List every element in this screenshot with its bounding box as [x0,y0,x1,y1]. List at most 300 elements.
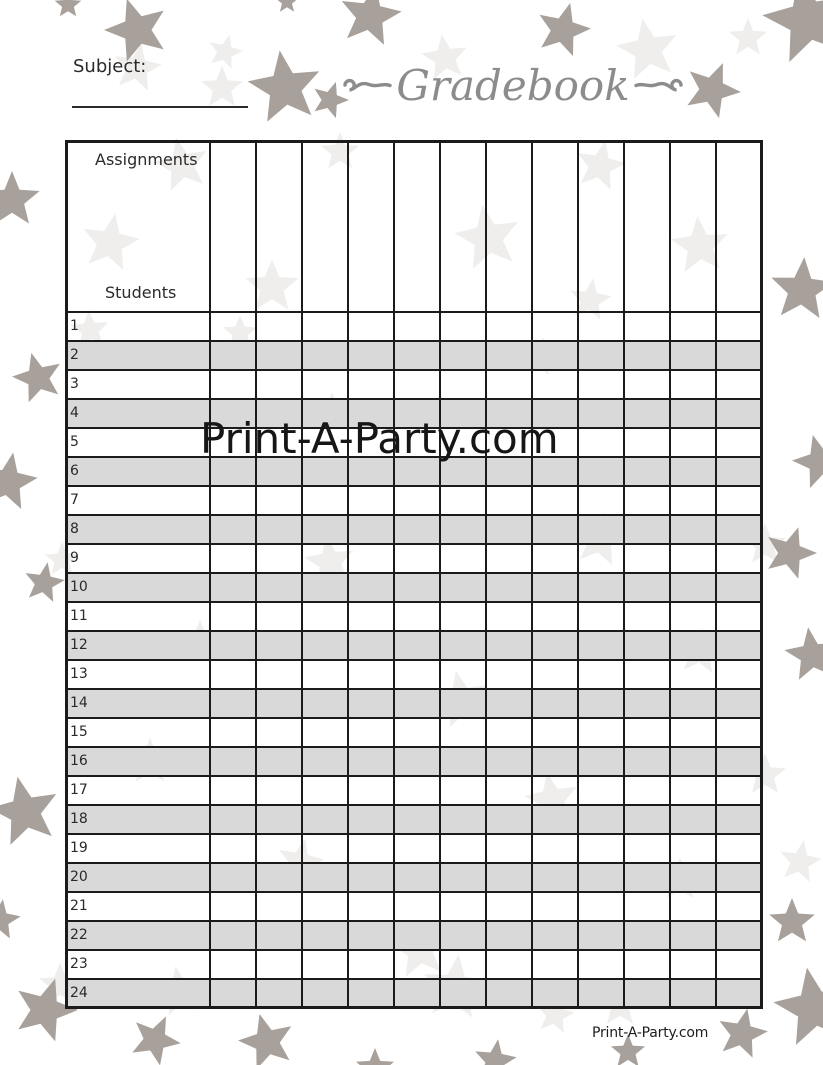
grade-cell [302,863,348,892]
star-icon [12,353,60,402]
grade-cell [210,312,256,341]
grade-cell [624,573,670,602]
grade-cell [670,631,716,660]
star-icon [201,66,243,106]
grade-cell [532,921,578,950]
grade-cell [716,776,762,805]
grade-cell [578,486,624,515]
grade-cell [210,544,256,573]
grade-cell [624,776,670,805]
row-number-cell [67,689,210,718]
table-row [67,979,762,1008]
watermark: Print-A-Party.com [200,414,559,463]
grade-cell [440,689,486,718]
grade-cell [486,312,532,341]
grade-cell [440,544,486,573]
grade-cell [670,747,716,776]
grade-cell [624,457,670,486]
grade-cell [670,370,716,399]
grade-cell [394,312,440,341]
row-number-cell [67,718,210,747]
grade-cell [716,921,762,950]
grade-cell [624,834,670,863]
grade-cell [532,892,578,921]
assignment-column-header [578,142,624,312]
grade-cell [578,660,624,689]
grade-cell [440,312,486,341]
grade-cell [670,892,716,921]
title-row [348,50,678,122]
grade-cell [578,399,624,428]
grade-cell [670,602,716,631]
grade-cell [716,631,762,660]
grade-cell [578,776,624,805]
star-icon [773,968,823,1045]
star-icon [768,527,817,578]
grade-cell [578,718,624,747]
grade-cell [670,399,716,428]
grade-cell [578,892,624,921]
assignment-column-header [532,142,578,312]
grade-cell [716,515,762,544]
grade-cell [210,863,256,892]
star-icon [356,1048,394,1065]
row-number-cell [67,370,210,399]
star-icon [0,777,56,845]
grade-cell [670,660,716,689]
grade-cell [624,631,670,660]
table-row [67,747,762,776]
grade-cell [394,544,440,573]
row-number: 18 [70,811,88,827]
grade-cell [716,660,762,689]
grade-cell [210,515,256,544]
row-number-cell [67,834,210,863]
grade-cell [624,950,670,979]
grade-cell [256,979,302,1008]
flourish-right-icon [634,73,688,99]
grade-cell [256,747,302,776]
row-number: 9 [70,550,79,566]
table-row [67,689,762,718]
grade-cell [670,573,716,602]
grade-cell [302,486,348,515]
row-number-cell [67,921,210,950]
row-number-cell [67,341,210,370]
grade-cell [348,776,394,805]
grade-cell [210,805,256,834]
row-number: 2 [70,347,79,363]
star-icon [771,257,823,318]
grade-cell [624,428,670,457]
grade-cell [486,718,532,747]
grade-cell [394,863,440,892]
grade-cell [440,747,486,776]
grade-cell [440,921,486,950]
grade-cell [624,718,670,747]
grade-cell [256,486,302,515]
row-number: 20 [70,869,88,885]
grade-cell [532,718,578,747]
row-number-cell [67,776,210,805]
row-number: 17 [70,782,88,798]
row-number-cell [67,312,210,341]
grade-cell [670,341,716,370]
flourish-left-icon [338,73,392,99]
grade-cell [440,979,486,1008]
grade-cell [302,515,348,544]
grade-cell [302,834,348,863]
grade-cell [486,631,532,660]
grade-cell [670,921,716,950]
table-row [67,515,762,544]
row-number: 19 [70,840,88,856]
table-row [67,573,762,602]
row-number-cell [67,457,210,486]
star-icon [475,1039,517,1065]
grade-cell [394,631,440,660]
grade-cell [624,689,670,718]
grade-cell [348,979,394,1008]
star-icon [104,0,164,61]
row-number: 1 [70,318,79,334]
grade-cell [440,486,486,515]
grade-cell [624,399,670,428]
grade-cell [302,689,348,718]
grade-cell [532,979,578,1008]
grade-cell [486,689,532,718]
grade-cell [578,979,624,1008]
students-label: Students [105,282,177,302]
row-number-cell [67,515,210,544]
grade-cell [578,428,624,457]
grade-cell [210,631,256,660]
table-row [67,312,762,341]
grade-cell [486,660,532,689]
star-icon [762,0,823,62]
grade-cell [624,979,670,1008]
table-row [67,602,762,631]
grade-cell [256,602,302,631]
grade-cell [210,602,256,631]
grade-cell [394,776,440,805]
table-row [67,718,762,747]
grade-cell [440,341,486,370]
grade-cell [578,950,624,979]
grade-cell [716,486,762,515]
assignment-column-header [348,142,394,312]
grade-cell [348,892,394,921]
grade-cell [716,573,762,602]
grade-cell [440,370,486,399]
grade-cell [440,631,486,660]
star-icon [540,3,592,56]
grade-cell [624,486,670,515]
grade-cell [578,341,624,370]
grade-cell [578,863,624,892]
grade-cell [486,979,532,1008]
corner-header-cell [67,142,210,312]
grade-cell [210,776,256,805]
grade-cell [578,457,624,486]
table-row [67,950,762,979]
page-title: Gradebook [396,61,630,110]
grade-cell [532,834,578,863]
grade-cell [440,863,486,892]
grade-cell [302,776,348,805]
star-icon [0,453,38,510]
grade-cell [716,341,762,370]
assignment-column-header [486,142,532,312]
grade-cell [210,892,256,921]
grade-cell [302,921,348,950]
row-number: 22 [70,927,88,943]
table-row [67,631,762,660]
table-row [67,834,762,863]
grade-cell [624,515,670,544]
subject-label: Subject: [73,56,147,77]
row-number-cell [67,805,210,834]
grade-cell [394,979,440,1008]
grade-cell [532,689,578,718]
grade-cell [256,544,302,573]
grade-cell [440,515,486,544]
grade-cell [578,370,624,399]
table-row [67,863,762,892]
row-number: 8 [70,521,79,537]
assignment-column-header [716,142,762,312]
grade-cell [532,573,578,602]
grade-cell [670,950,716,979]
table-row [67,341,762,370]
grade-cell [716,805,762,834]
grade-cell [486,834,532,863]
star-icon [769,898,815,941]
grade-cell [532,341,578,370]
star-icon [729,18,767,54]
row-number: 13 [70,666,88,682]
grade-cell [578,573,624,602]
grade-cell [578,544,624,573]
grade-cell [624,602,670,631]
grade-cell [578,834,624,863]
row-number: 12 [70,637,88,653]
grade-cell [624,544,670,573]
row-number-cell [67,486,210,515]
grade-cell [440,718,486,747]
grade-cell [256,718,302,747]
grade-cell [716,689,762,718]
grade-cell [578,602,624,631]
grade-cell [578,312,624,341]
grade-cell [210,486,256,515]
grade-cell [348,341,394,370]
assignment-column-header [670,142,716,312]
grade-cell [394,950,440,979]
grade-cell [486,863,532,892]
grade-cell [532,776,578,805]
grade-cell [716,834,762,863]
grade-cell [348,950,394,979]
grade-cell [486,486,532,515]
grade-cell [302,602,348,631]
grade-cell [716,747,762,776]
grade-cell [532,602,578,631]
grade-cell [716,312,762,341]
grade-cell [394,747,440,776]
row-number: 7 [70,492,79,508]
grade-cell [302,341,348,370]
row-number-cell [67,747,210,776]
assignment-column-header [440,142,486,312]
grade-cell [302,805,348,834]
grade-cell [716,370,762,399]
assignment-column-header [394,142,440,312]
grade-cell [578,631,624,660]
gradebook-table [65,140,763,1009]
grade-cell [210,921,256,950]
grade-cell [302,892,348,921]
grade-cell [348,602,394,631]
grade-cell [394,515,440,544]
grade-cell [348,515,394,544]
grade-cell [256,805,302,834]
grade-cell [302,631,348,660]
grade-cell [348,486,394,515]
grade-cell [670,312,716,341]
grade-cell [348,689,394,718]
row-number: 10 [70,579,88,595]
grade-cell [256,689,302,718]
star-icon [342,0,402,45]
grade-cell [486,776,532,805]
star-icon [0,171,40,224]
grade-cell [256,341,302,370]
star-icon [132,1016,181,1065]
grade-cell [486,341,532,370]
row-number-cell [67,544,210,573]
grade-cell [210,689,256,718]
table-row [67,892,762,921]
grade-cell [670,834,716,863]
grade-cell [440,834,486,863]
table-header-row [67,142,762,312]
star-icon [248,50,320,121]
row-number: 21 [70,898,88,914]
assignment-column-header [210,142,256,312]
grade-cell [670,776,716,805]
grade-cell [440,602,486,631]
row-number: 15 [70,724,88,740]
grade-cell [578,689,624,718]
grade-cell [624,921,670,950]
row-number: 11 [70,608,88,624]
grade-cell [348,834,394,863]
grade-cell [716,979,762,1008]
grade-cell [486,805,532,834]
assignment-column-header [256,142,302,312]
grade-cell [302,573,348,602]
grade-cell [348,747,394,776]
row-number-cell [67,399,210,428]
grade-cell [348,921,394,950]
grade-cell [532,863,578,892]
grade-cell [670,805,716,834]
grade-cell [256,892,302,921]
grade-cell [302,544,348,573]
grade-cell [348,805,394,834]
grade-cell [210,718,256,747]
grade-cell [348,544,394,573]
grade-cell [486,370,532,399]
star-icon [55,0,82,16]
grade-cell [670,428,716,457]
grade-cell [670,544,716,573]
grade-cell [532,950,578,979]
row-number-cell [67,950,210,979]
footer-credit: Print-A-Party.com [592,1025,709,1041]
row-number-cell [67,660,210,689]
grade-cell [716,863,762,892]
grade-cell [256,863,302,892]
grade-cell [394,602,440,631]
grade-cell [348,573,394,602]
grade-cell [348,863,394,892]
grade-cell [210,341,256,370]
grade-cell [716,718,762,747]
row-number: 5 [70,434,79,450]
grade-cell [532,486,578,515]
grade-cell [394,573,440,602]
grade-cell [302,979,348,1008]
grade-cell [256,921,302,950]
grade-cell [394,834,440,863]
grade-cell [256,776,302,805]
grade-cell [348,718,394,747]
table-row [67,544,762,573]
row-number: 3 [70,376,79,392]
grade-cell [670,515,716,544]
grade-cell [440,660,486,689]
grade-cell [486,602,532,631]
row-number: 16 [70,753,88,769]
grade-cell [256,631,302,660]
grade-cell [578,747,624,776]
star-icon [687,63,741,118]
grade-cell [440,892,486,921]
grade-cell [440,950,486,979]
assignments-label: Assignments [95,150,198,169]
grade-cell [716,544,762,573]
grade-cell [348,631,394,660]
grade-cell [210,573,256,602]
table-row [67,776,762,805]
grade-cell [394,805,440,834]
grade-cell [486,950,532,979]
grade-cell [670,689,716,718]
grade-cell [348,370,394,399]
grade-cell [210,979,256,1008]
grade-cell [532,747,578,776]
grade-cell [302,312,348,341]
grade-cell [532,370,578,399]
grade-cell [394,718,440,747]
grade-cell [578,515,624,544]
row-number-cell [67,979,210,1008]
grade-cell [532,515,578,544]
row-number: 6 [70,463,79,479]
star-icon [276,0,299,12]
